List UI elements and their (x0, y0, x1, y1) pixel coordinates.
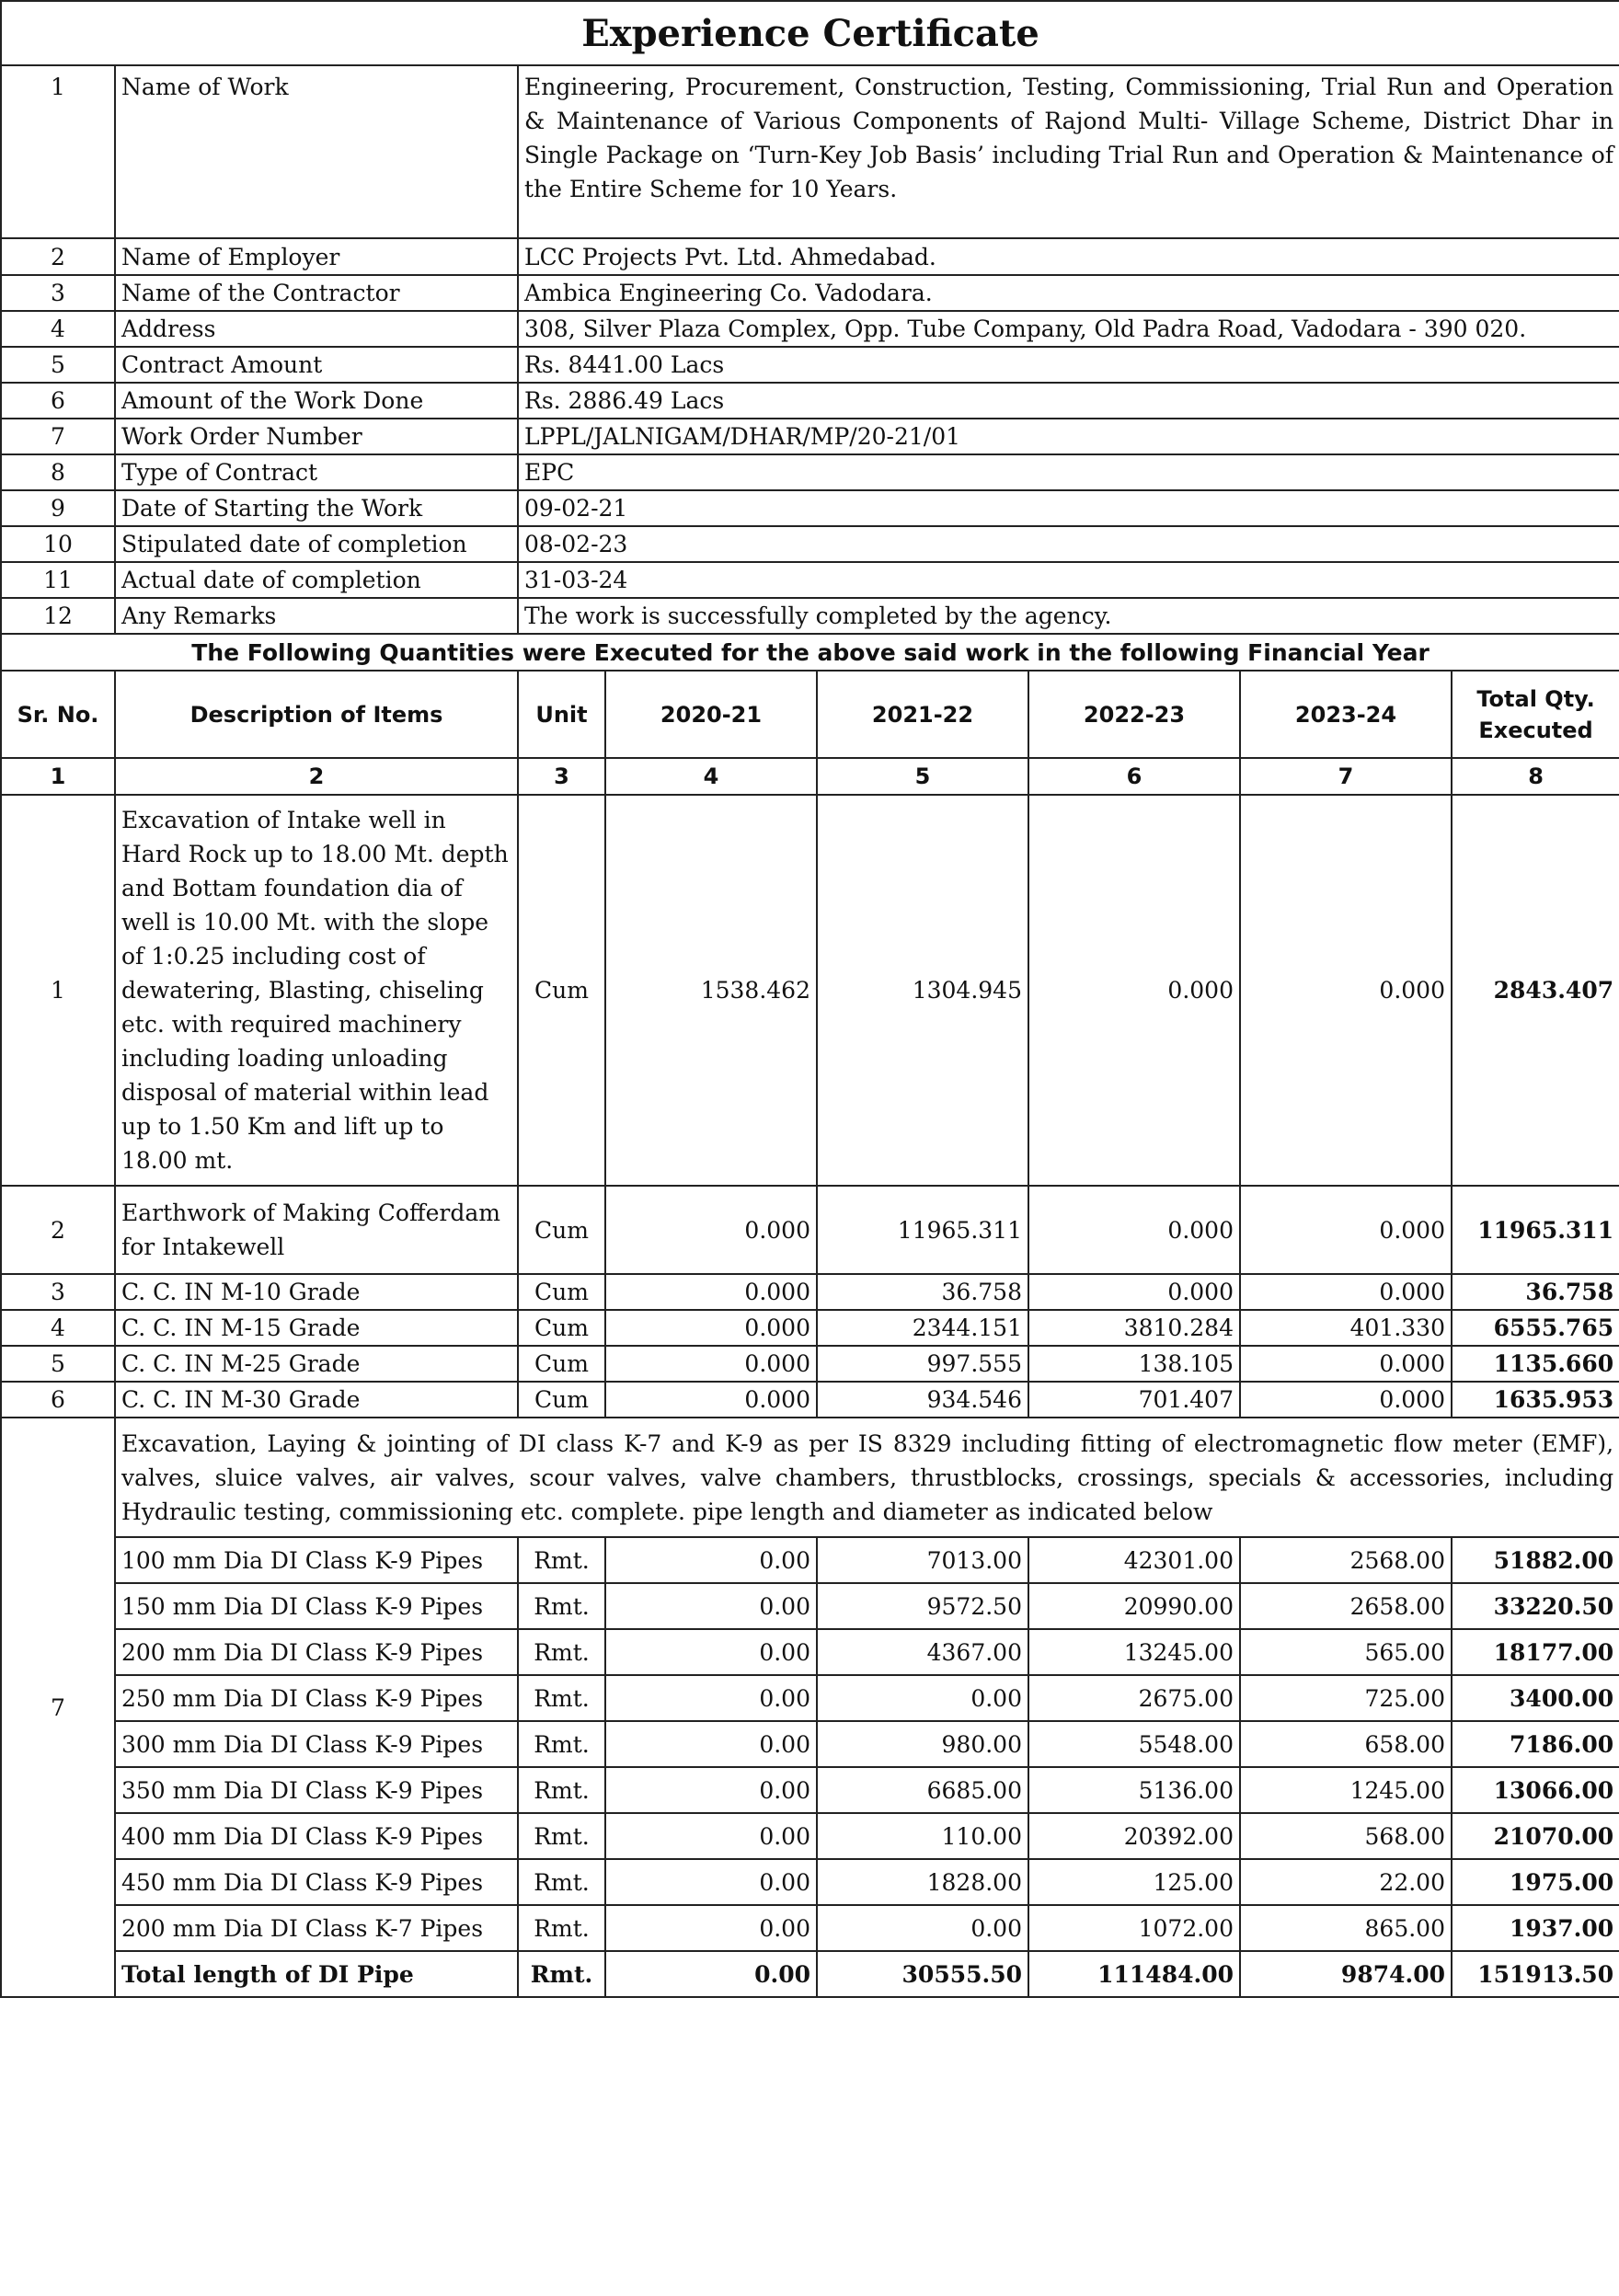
column-header-y2: 2021-22 (817, 671, 1028, 758)
info-row-label: Name of the Contractor (115, 275, 518, 311)
info-row-label: Any Remarks (115, 598, 518, 634)
pipe-row (1, 1537, 1619, 1583)
pipe-qty-y2: 980.00 (817, 1721, 1028, 1767)
pipe-qty-y2: 6685.00 (817, 1767, 1028, 1813)
info-row-label: Date of Starting the Work (115, 490, 518, 526)
info-row-number: 9 (1, 490, 115, 526)
pipe-qty-y3: 20990.00 (1028, 1583, 1240, 1629)
pipe-qty-y1: 0.00 (605, 1721, 817, 1767)
info-row-label: Type of Contract (115, 454, 518, 490)
info-row-number: 8 (1, 454, 115, 490)
item-total: 11965.311 (1452, 1186, 1619, 1274)
pipe-description: 350 mm Dia DI Class K-9 Pipes (115, 1767, 518, 1813)
pipe-qty-y2: 110.00 (817, 1813, 1028, 1859)
pipe-row (1, 1629, 1619, 1675)
column-header-sr-no: Sr. No. (1, 671, 115, 758)
column-number: 6 (1028, 758, 1240, 795)
pipe-total: 7186.00 (1452, 1721, 1619, 1767)
info-row-label: Work Order Number (115, 419, 518, 454)
info-row-number: 7 (1, 419, 115, 454)
info-row-label: Address (115, 311, 518, 347)
item-number: 2 (1, 1186, 115, 1274)
info-row-value: LPPL/JALNIGAM/DHAR/MP/20-21/01 (518, 419, 1619, 454)
info-row-number: 1 (1, 65, 115, 238)
item-description: Earthwork of Making Cofferdam for Intakewell (115, 1186, 518, 1274)
item-qty-y4: 401.330 (1240, 1310, 1452, 1346)
pipe-qty-y2: 9572.50 (817, 1583, 1028, 1629)
pipe-qty-y2: 7013.00 (817, 1537, 1028, 1583)
table-row (1, 1186, 1619, 1274)
pipe-qty-y3: 20392.00 (1028, 1813, 1240, 1859)
pipe-qty-y1: 0.00 (605, 1859, 817, 1905)
info-row-value: 09-02-21 (518, 490, 1619, 526)
pipe-total: 13066.00 (1452, 1767, 1619, 1813)
pipe-qty-y4: 658.00 (1240, 1721, 1452, 1767)
info-row-number: 11 (1, 562, 115, 598)
item-number: 4 (1, 1310, 115, 1346)
pipe-qty-y2: 0.00 (817, 1675, 1028, 1721)
pipe-description: 150 mm Dia DI Class K-9 Pipes (115, 1583, 518, 1629)
item-unit: Cum (518, 795, 605, 1186)
item-qty-y2: 997.555 (817, 1346, 1028, 1382)
info-row-label: Name of Employer (115, 238, 518, 275)
pipe-qty-y4: 22.00 (1240, 1859, 1452, 1905)
item-qty-y3: 0.000 (1028, 795, 1240, 1186)
item-total: 1635.953 (1452, 1382, 1619, 1418)
pipe-total-qty-y3: 111484.00 (1028, 1951, 1240, 1997)
info-row-value: Ambica Engineering Co. Vadodara. (518, 275, 1619, 311)
info-row-value: LCC Projects Pvt. Ltd. Ahmedabad. (518, 238, 1619, 275)
item-total: 2843.407 (1452, 795, 1619, 1186)
info-row (1, 65, 1619, 238)
item-description: C. C. IN M-10 Grade (115, 1274, 518, 1310)
pipe-qty-y4: 2658.00 (1240, 1583, 1452, 1629)
item-description: Excavation of Intake well in Hard Rock up to 18.00 Mt. depth and Bottam foundation dia of well is 10.00 Mt. with the slope of 1:0.25 including cost of dewatering, Blasting, chiseling etc. with required machinery including loading unloading disposal of material within lead up to 1.50 Km and lift up to 18.00 mt. (115, 795, 518, 1186)
pipe-unit: Rmt. (518, 1583, 605, 1629)
table-row (1, 795, 1619, 1186)
pipe-total-label: Total length of DI Pipe (115, 1951, 518, 1997)
column-header-row (1, 671, 1619, 758)
item-total: 1135.660 (1452, 1346, 1619, 1382)
info-row-number: 3 (1, 275, 115, 311)
table-row (1, 1346, 1619, 1382)
pipe-total-unit: Rmt. (518, 1951, 605, 1997)
pipe-qty-y1: 0.00 (605, 1537, 817, 1583)
pipe-qty-y3: 125.00 (1028, 1859, 1240, 1905)
item-total: 36.758 (1452, 1274, 1619, 1310)
info-row (1, 419, 1619, 454)
table-row (1, 1382, 1619, 1418)
pipe-unit: Rmt. (518, 1767, 605, 1813)
pipe-qty-y4: 568.00 (1240, 1813, 1452, 1859)
info-row (1, 454, 1619, 490)
info-row-label: Actual date of completion (115, 562, 518, 598)
item-qty-y2: 36.758 (817, 1274, 1028, 1310)
item-qty-y4: 0.000 (1240, 1186, 1452, 1274)
info-row (1, 490, 1619, 526)
pipe-qty-y3: 2675.00 (1028, 1675, 1240, 1721)
pipe-section-number: 7 (1, 1418, 115, 1997)
item-description: C. C. IN M-30 Grade (115, 1382, 518, 1418)
item-description: C. C. IN M-15 Grade (115, 1310, 518, 1346)
item-number: 6 (1, 1382, 115, 1418)
item-unit: Cum (518, 1346, 605, 1382)
pipe-unit: Rmt. (518, 1905, 605, 1951)
column-number: 5 (817, 758, 1028, 795)
pipe-description: 100 mm Dia DI Class K-9 Pipes (115, 1537, 518, 1583)
info-row-value: Rs. 8441.00 Lacs (518, 347, 1619, 383)
item-number: 5 (1, 1346, 115, 1382)
column-number: 7 (1240, 758, 1452, 795)
item-description: C. C. IN M-25 Grade (115, 1346, 518, 1382)
column-header-unit: Unit (518, 671, 605, 758)
info-row-number: 6 (1, 383, 115, 419)
pipe-qty-y2: 0.00 (817, 1905, 1028, 1951)
column-header-total: Total Qty. Executed (1452, 671, 1619, 758)
pipe-unit: Rmt. (518, 1721, 605, 1767)
pipe-qty-y4: 1245.00 (1240, 1767, 1452, 1813)
item-qty-y2: 11965.311 (817, 1186, 1028, 1274)
pipe-total: 21070.00 (1452, 1813, 1619, 1859)
info-row-value: 31-03-24 (518, 562, 1619, 598)
column-header-y3: 2022-23 (1028, 671, 1240, 758)
page-title: Experience Certificate (1, 1, 1619, 65)
item-unit: Cum (518, 1186, 605, 1274)
pipe-total-row (1, 1951, 1619, 1997)
pipe-unit: Rmt. (518, 1629, 605, 1675)
pipe-qty-y1: 0.00 (605, 1629, 817, 1675)
pipe-total: 3400.00 (1452, 1675, 1619, 1721)
item-qty-y3: 701.407 (1028, 1382, 1240, 1418)
info-row-number: 10 (1, 526, 115, 562)
info-row-value: The work is successfully completed by the agency. (518, 598, 1619, 634)
item-qty-y1: 0.000 (605, 1346, 817, 1382)
info-row (1, 275, 1619, 311)
pipe-qty-y4: 565.00 (1240, 1629, 1452, 1675)
pipe-qty-y4: 865.00 (1240, 1905, 1452, 1951)
pipe-description: 250 mm Dia DI Class K-9 Pipes (115, 1675, 518, 1721)
pipe-total-qty-y1: 0.00 (605, 1951, 817, 1997)
info-row-number: 2 (1, 238, 115, 275)
pipe-qty-y1: 0.00 (605, 1767, 817, 1813)
pipe-row (1, 1905, 1619, 1951)
pipe-qty-y3: 5548.00 (1028, 1721, 1240, 1767)
pipe-description: 200 mm Dia DI Class K-7 Pipes (115, 1905, 518, 1951)
info-row-number: 4 (1, 311, 115, 347)
pipe-qty-y3: 1072.00 (1028, 1905, 1240, 1951)
item-qty-y1: 0.000 (605, 1310, 817, 1346)
pipe-unit: Rmt. (518, 1537, 605, 1583)
column-number: 8 (1452, 758, 1619, 795)
pipe-section-header-row (1, 1418, 1619, 1537)
info-row-value: Rs. 2886.49 Lacs (518, 383, 1619, 419)
pipe-total-qty-y4: 9874.00 (1240, 1951, 1452, 1997)
info-row-label: Contract Amount (115, 347, 518, 383)
pipe-qty-y4: 2568.00 (1240, 1537, 1452, 1583)
item-number: 3 (1, 1274, 115, 1310)
item-qty-y1: 0.000 (605, 1186, 817, 1274)
item-qty-y1: 1538.462 (605, 795, 817, 1186)
item-qty-y4: 0.000 (1240, 795, 1452, 1186)
item-qty-y4: 0.000 (1240, 1382, 1452, 1418)
pipe-section-description: Excavation, Laying & jointing of DI class K-7 and K-9 as per IS 8329 including fitting of electromagnetic flow meter (EMF), valves, sluice valves, air valves, scour valves, valve chambers, thrustblocks, crossings, specials & accessories, including Hydraulic testing, commissioning etc. complete. pipe length and diameter as indicated below (115, 1418, 1619, 1537)
table-row (1, 1274, 1619, 1310)
pipe-row (1, 1767, 1619, 1813)
item-qty-y4: 0.000 (1240, 1274, 1452, 1310)
pipe-total-qty-y2: 30555.50 (817, 1951, 1028, 1997)
pipe-qty-y1: 0.00 (605, 1583, 817, 1629)
column-number: 3 (518, 758, 605, 795)
pipe-unit: Rmt. (518, 1859, 605, 1905)
pipe-total: 33220.50 (1452, 1583, 1619, 1629)
pipe-qty-y1: 0.00 (605, 1813, 817, 1859)
item-qty-y3: 0.000 (1028, 1274, 1240, 1310)
pipe-row (1, 1813, 1619, 1859)
pipe-unit: Rmt. (518, 1813, 605, 1859)
info-row (1, 311, 1619, 347)
column-number: 4 (605, 758, 817, 795)
pipe-description: 400 mm Dia DI Class K-9 Pipes (115, 1813, 518, 1859)
pipe-description: 300 mm Dia DI Class K-9 Pipes (115, 1721, 518, 1767)
pipe-description: 200 mm Dia DI Class K-9 Pipes (115, 1629, 518, 1675)
info-row-label: Amount of the Work Done (115, 383, 518, 419)
column-number-row (1, 758, 1619, 795)
item-unit: Cum (518, 1382, 605, 1418)
info-row-label: Name of Work (115, 65, 518, 238)
item-qty-y1: 0.000 (605, 1382, 817, 1418)
pipe-row (1, 1859, 1619, 1905)
item-qty-y3: 138.105 (1028, 1346, 1240, 1382)
pipe-grand-total: 151913.50 (1452, 1951, 1619, 1997)
column-number: 2 (115, 758, 518, 795)
item-number: 1 (1, 795, 115, 1186)
info-row-value: 308, Silver Plaza Complex, Opp. Tube Company, Old Padra Road, Vadodara - 390 020. (518, 311, 1619, 347)
column-number: 1 (1, 758, 115, 795)
item-qty-y2: 1304.945 (817, 795, 1028, 1186)
pipe-unit: Rmt. (518, 1675, 605, 1721)
info-row (1, 562, 1619, 598)
info-row (1, 598, 1619, 634)
info-row (1, 347, 1619, 383)
pipe-row (1, 1583, 1619, 1629)
info-row-value: EPC (518, 454, 1619, 490)
item-qty-y3: 3810.284 (1028, 1310, 1240, 1346)
item-qty-y4: 0.000 (1240, 1346, 1452, 1382)
pipe-qty-y2: 4367.00 (817, 1629, 1028, 1675)
pipe-qty-y2: 1828.00 (817, 1859, 1028, 1905)
info-row-number: 12 (1, 598, 115, 634)
column-header-y4: 2023-24 (1240, 671, 1452, 758)
quantities-heading: The Following Quantities were Executed for the above said work in the following Financial Year (1, 634, 1619, 671)
info-row (1, 238, 1619, 275)
pipe-row (1, 1721, 1619, 1767)
pipe-qty-y4: 725.00 (1240, 1675, 1452, 1721)
pipe-qty-y3: 42301.00 (1028, 1537, 1240, 1583)
pipe-total: 18177.00 (1452, 1629, 1619, 1675)
item-qty-y3: 0.000 (1028, 1186, 1240, 1274)
pipe-qty-y3: 13245.00 (1028, 1629, 1240, 1675)
item-total: 6555.765 (1452, 1310, 1619, 1346)
info-row (1, 383, 1619, 419)
table-row (1, 1310, 1619, 1346)
column-header-description: Description of Items (115, 671, 518, 758)
item-qty-y1: 0.000 (605, 1274, 817, 1310)
item-qty-y2: 2344.151 (817, 1310, 1028, 1346)
info-row-value: Engineering, Procurement, Construction, Testing, Commissioning, Trial Run and Operation & Maintenance of Various Components of Rajond Multi- Village Scheme, District Dhar in Single Package on ‘Turn-Key Job Basis’ including Trial Run and Operation & Maintenance of the Entire Scheme for 10 Years. (518, 65, 1619, 238)
info-row-label: Stipulated date of completion (115, 526, 518, 562)
info-row-number: 5 (1, 347, 115, 383)
pipe-total: 1975.00 (1452, 1859, 1619, 1905)
item-unit: Cum (518, 1310, 605, 1346)
pipe-qty-y1: 0.00 (605, 1905, 817, 1951)
pipe-row (1, 1675, 1619, 1721)
column-header-y1: 2020-21 (605, 671, 817, 758)
info-row (1, 526, 1619, 562)
pipe-qty-y3: 5136.00 (1028, 1767, 1240, 1813)
item-unit: Cum (518, 1274, 605, 1310)
pipe-description: 450 mm Dia DI Class K-9 Pipes (115, 1859, 518, 1905)
item-qty-y2: 934.546 (817, 1382, 1028, 1418)
pipe-total: 1937.00 (1452, 1905, 1619, 1951)
pipe-qty-y1: 0.00 (605, 1675, 817, 1721)
info-row-value: 08-02-23 (518, 526, 1619, 562)
pipe-total: 51882.00 (1452, 1537, 1619, 1583)
